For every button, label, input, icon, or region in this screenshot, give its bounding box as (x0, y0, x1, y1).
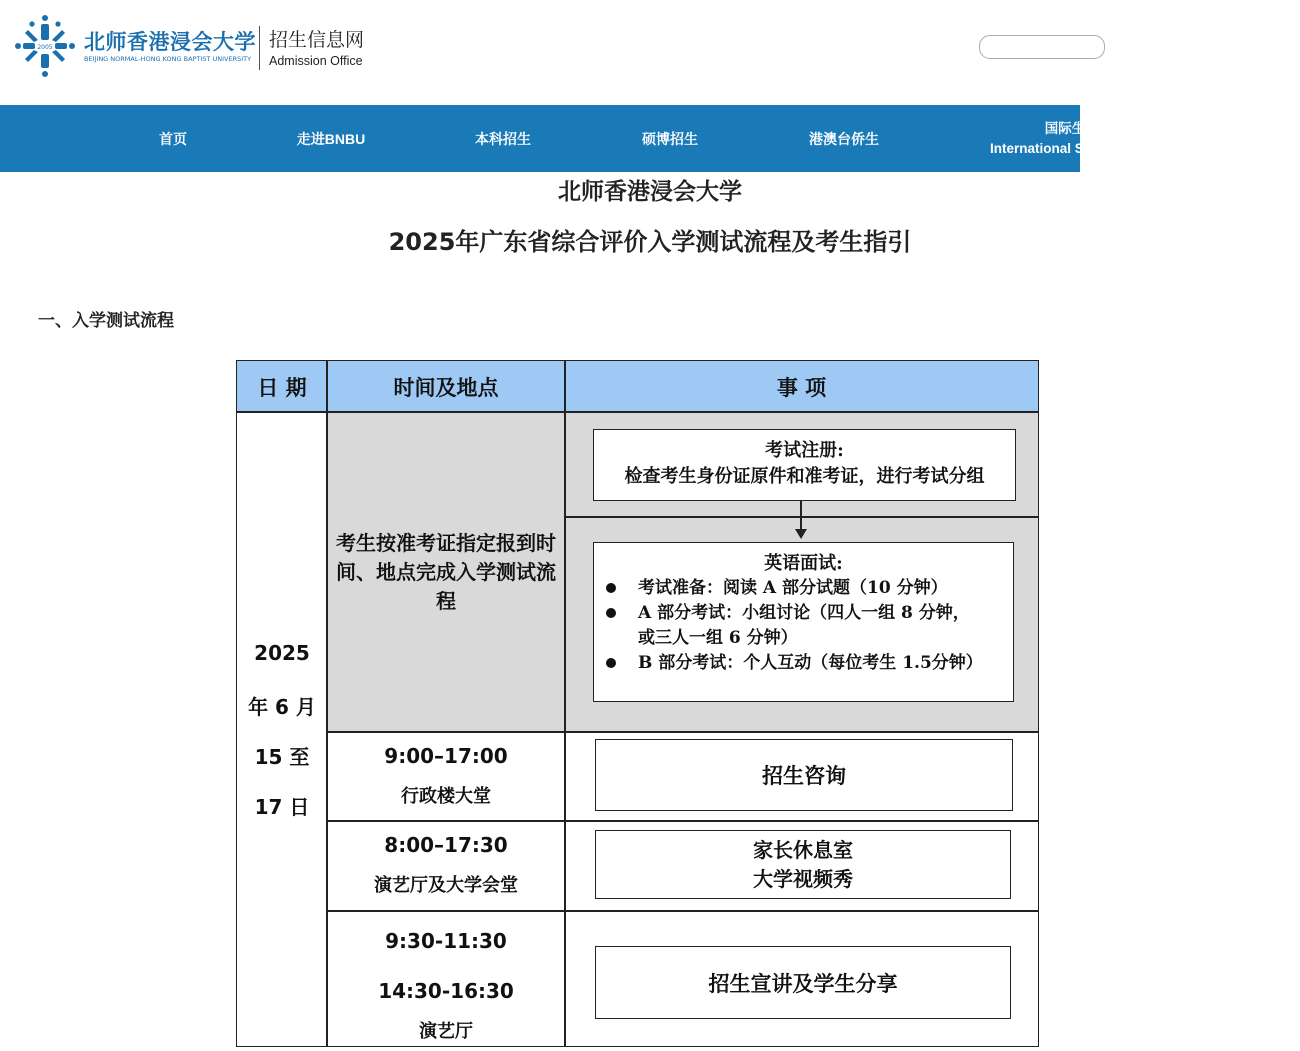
row3-event-box (595, 830, 1011, 899)
flow-arrow-line (800, 501, 802, 531)
header-items: 事 项 (565, 361, 1038, 412)
section-heading: 一、入学测试流程 (38, 311, 174, 331)
row3-event-line2: 大学视频秀 (753, 867, 853, 891)
bullet-icon (606, 583, 616, 593)
row4-time-morning: 9:30-11:30 (385, 929, 507, 953)
nav-intl-cn: 国际生 (1044, 121, 1086, 136)
site-header (0, 0, 1080, 105)
date-day-end: 17 日 (254, 795, 310, 819)
nav-item-postgraduate[interactable]: 硕博招生 (642, 130, 698, 147)
registration-desc: 检查考生身份证原件和准考证，进行考试分组 (624, 466, 985, 487)
header-date: 日 期 (237, 361, 327, 412)
row2-time: 9:00–17:00 (384, 744, 508, 768)
row4-event-box: 招生宣讲及学生分享 (595, 946, 1011, 1019)
arrow-down-icon (795, 529, 807, 539)
office-title-cn[interactable]: 招生信息网 (269, 29, 365, 51)
date-year: 2025 (254, 641, 310, 665)
nav-item-about[interactable]: 走进BNBU (296, 130, 366, 147)
nav-intl-en: International St (990, 141, 1089, 156)
row2-place: 行政楼大堂 (401, 786, 491, 807)
registration-title: 考试注册: (765, 440, 844, 461)
interview-item: A 部分考试：小组讨论（四人一组 8 分钟， (594, 601, 1013, 626)
logo-name-cn[interactable]: 北师香港浸会大学 (84, 30, 256, 54)
interview-item: B 部分考试：个人互动（每位考生 1.5分钟） (594, 651, 1013, 676)
row4-place: 演艺厅 (419, 1021, 473, 1042)
interview-title: 英语面试: (764, 553, 843, 574)
row3-time: 8:00–17:30 (384, 833, 508, 857)
row1-location-text: 考生按准考证指定报到时间、地点完成入学测试流程 (336, 531, 556, 613)
row4-time-afternoon: 14:30-16:30 (378, 979, 514, 1003)
row3-event-line1: 家长休息室 (753, 838, 853, 862)
logo-divider (259, 26, 260, 70)
header-time-place: 时间及地点 (327, 361, 565, 412)
page-title-main: 2025年广东省综合评价入学测试流程及考生指引 (388, 228, 912, 256)
row2-event-box: 招生咨询 (595, 739, 1013, 811)
grid-line (326, 820, 1038, 822)
interview-box (593, 542, 1014, 702)
nav-item-undergraduate[interactable]: 本科招生 (475, 130, 531, 147)
row3-place: 演艺厅及大学会堂 (374, 875, 518, 896)
university-logo-icon[interactable] (14, 14, 76, 78)
bullet-icon (606, 608, 616, 618)
search-input[interactable] (979, 35, 1105, 59)
svg-text:2005: 2005 (37, 44, 53, 51)
date-month: 年 6 月 (248, 695, 316, 719)
registration-box (593, 429, 1016, 501)
nav-item-home[interactable]: 首页 (159, 130, 187, 147)
date-day-start: 15 至 (254, 745, 310, 769)
logo-name-en: BEIJING NORMAL-HONG KONG BAPTIST UNIVERSITY (84, 55, 252, 63)
nav-item-international[interactable] (990, 119, 1140, 159)
page-title-university: 北师香港浸会大学 (558, 179, 742, 205)
interview-item-continued: 或三人一组 6 分钟） (638, 628, 798, 648)
nav-item-hk-macao-taiwan[interactable]: 港澳台侨生 (809, 130, 879, 147)
grid-line (326, 731, 1038, 733)
schedule-table (236, 360, 1039, 1047)
interview-item: 考试准备：阅读 A 部分试题（10 分钟） (594, 576, 1013, 601)
grid-line (237, 411, 1038, 413)
office-title-en: Admission Office (269, 54, 363, 68)
main-nav (0, 105, 1089, 172)
grid-line (326, 910, 1038, 912)
bullet-icon (606, 658, 616, 668)
